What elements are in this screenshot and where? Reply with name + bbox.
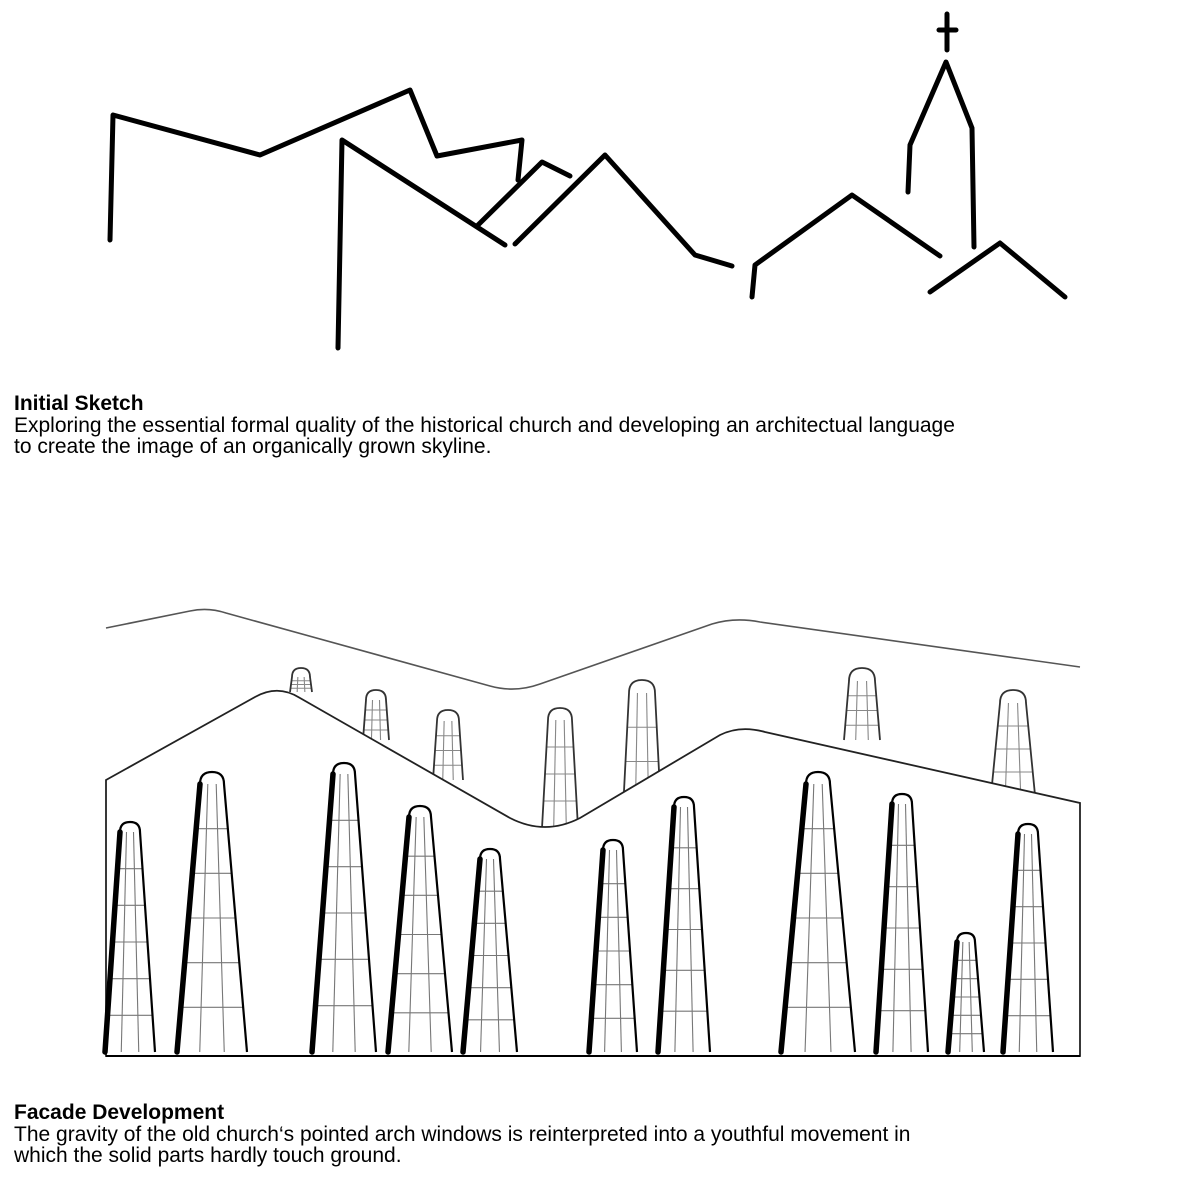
sketch-church-cross <box>939 14 956 50</box>
back-spire <box>363 690 389 740</box>
sketch-mid-peak <box>515 155 732 266</box>
sketch-right-roof <box>930 243 1065 297</box>
back-spire <box>433 710 463 780</box>
caption-line: Exploring the essential formal quality of the historical church and developing an architectual language <box>14 414 955 437</box>
sketch-central-building <box>338 140 505 348</box>
caption-title: Initial Sketch <box>14 392 144 415</box>
sketch-right-mound <box>752 195 940 297</box>
facade-development-drawing <box>0 590 1200 1070</box>
back-spire <box>844 668 880 740</box>
caption-body <box>14 415 1194 457</box>
caption-line: which the solid parts hardly touch ground. <box>14 1144 402 1167</box>
caption-title: Facade Development <box>14 1101 225 1124</box>
initial-sketch-drawing <box>0 0 1200 370</box>
initial-sketch-caption <box>14 393 1194 457</box>
back-spire <box>991 690 1035 795</box>
caption-body <box>14 1124 1194 1166</box>
sketch-central-roof <box>478 162 570 225</box>
caption-line: to create the image of an organically grown skyline. <box>14 435 492 458</box>
caption-line: The gravity of the old church‘s pointed arch windows is reinterpreted into a youthful movement in <box>14 1123 911 1146</box>
back-roofline <box>106 609 1080 689</box>
back-spire <box>542 708 578 828</box>
facade-development-caption <box>14 1102 1194 1166</box>
sketch-church-tower <box>908 62 974 247</box>
back-spire <box>290 668 312 692</box>
